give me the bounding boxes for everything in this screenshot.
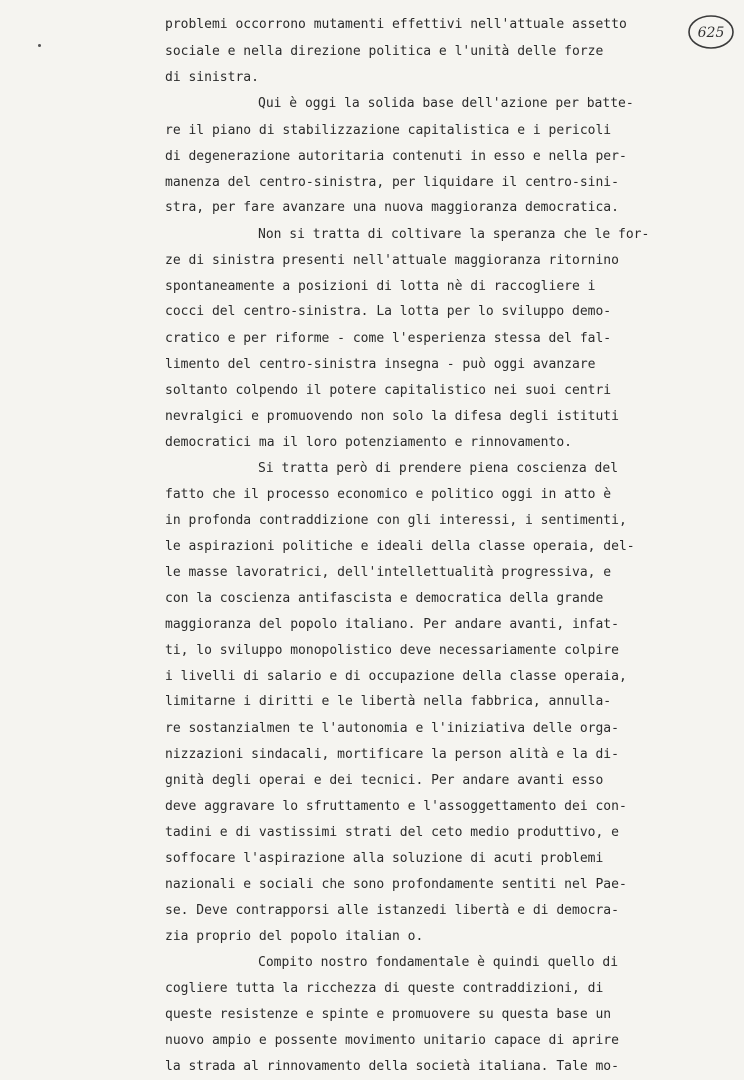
text-line: Non si tratta di coltivare la speranza che le for- xyxy=(258,227,650,242)
text-line: cocci del centro-sinistra. La lotta per lo sviluppo demo- xyxy=(165,304,612,319)
text-line: nazionali e sociali che sono profondamente sentiti nel Pae- xyxy=(165,877,627,892)
text-line: re sostanzialmen te l'autonomia e l'iniziativa delle orga- xyxy=(165,721,619,736)
text-line: limitarne i diritti e le libertà nella fabbrica, annulla- xyxy=(165,694,612,709)
text-line: di degenerazione autoritaria contenuti in esso e nella per- xyxy=(165,149,627,164)
text-line: stra, per fare avanzare una nuova maggioranza democratica. xyxy=(165,200,619,215)
page-number-text: 625 xyxy=(697,25,725,41)
text-line: la strada al rinnovamento della società italiana. Tale mo- xyxy=(165,1059,619,1074)
text-line: democratici ma il loro potenziamento e rinnovamento. xyxy=(165,435,572,450)
text-line: i livelli di salario e di occupazione della classe operaia, xyxy=(165,669,627,684)
text-line: manenza del centro-sinistra, per liquidare il centro-sini- xyxy=(165,175,619,190)
text-line: se. Deve contrapporsi alle istanzedi libertà e di democra- xyxy=(165,903,619,918)
text-line: con la coscienza antifascista e democratica della grande xyxy=(165,591,604,606)
text-line: cogliere tutta la ricchezza di queste contraddizioni, di xyxy=(165,981,604,996)
text-line: gnità degli operai e dei tecnici. Per andare avanti esso xyxy=(165,773,604,788)
text-line: limento del centro-sinistra insegna - può oggi avanzare xyxy=(165,357,596,372)
text-line: queste resistenze e spinte e promuovere su questa base un xyxy=(165,1007,612,1022)
text-line: in profonda contraddizione con gli interessi, i sentimenti, xyxy=(165,513,627,528)
text-line: nizzazioni sindacali, mortificare la person alità e la di- xyxy=(165,747,619,762)
text-line: fatto che il processo economico e politico oggi in atto è xyxy=(165,487,612,502)
text-line: le masse lavoratrici, dell'intellettualità progressiva, e xyxy=(165,565,612,580)
text-line: maggioranza del popolo italiano. Per andare avanti, infat- xyxy=(165,617,619,632)
text-line: spontaneamente a posizioni di lotta nè di raccogliere i xyxy=(165,279,596,294)
text-line: problemi occorrono mutamenti effettivi nell'attuale assetto xyxy=(165,17,627,32)
text-line: zia proprio del popolo italian o. xyxy=(165,929,424,944)
text-line: Compito nostro fondamentale è quindi quello di xyxy=(258,955,619,970)
text-line: deve aggravare lo sfruttamento e l'assoggettamento dei con- xyxy=(165,799,627,814)
text-line: ti, lo sviluppo monopolistico deve necessariamente colpire xyxy=(165,643,619,658)
text-line: cratico e per riforme - come l'esperienza stessa del fal- xyxy=(165,331,612,346)
text-line: ze di sinistra presenti nell'attuale maggioranza ritornino xyxy=(165,253,619,268)
text-line: le aspirazioni politiche e ideali della classe operaia, del- xyxy=(165,539,635,554)
text-line: re il piano di stabilizzazione capitalistica e i pericoli xyxy=(165,123,612,138)
text-line: di sinistra. xyxy=(165,70,259,85)
text-line: soltanto colpendo il potere capitalistico nei suoi centri xyxy=(165,383,612,398)
text-line: nuovo ampio e possente movimento unitario capace di aprire xyxy=(165,1033,619,1048)
text-line: Si tratta però di prendere piena coscienza del xyxy=(258,461,619,476)
text-line: nevralgici e promuovendo non solo la difesa degli istituti xyxy=(165,409,619,424)
text-line: sociale e nella direzione politica e l'unità delle forze xyxy=(165,44,604,59)
text-line: soffocare l'aspirazione alla soluzione di acuti problemi xyxy=(165,851,604,866)
text-line: Qui è oggi la solida base dell'azione per batte- xyxy=(258,96,634,111)
text-line: tadini e di vastissimi strati del ceto medio produttivo, e xyxy=(165,825,619,840)
